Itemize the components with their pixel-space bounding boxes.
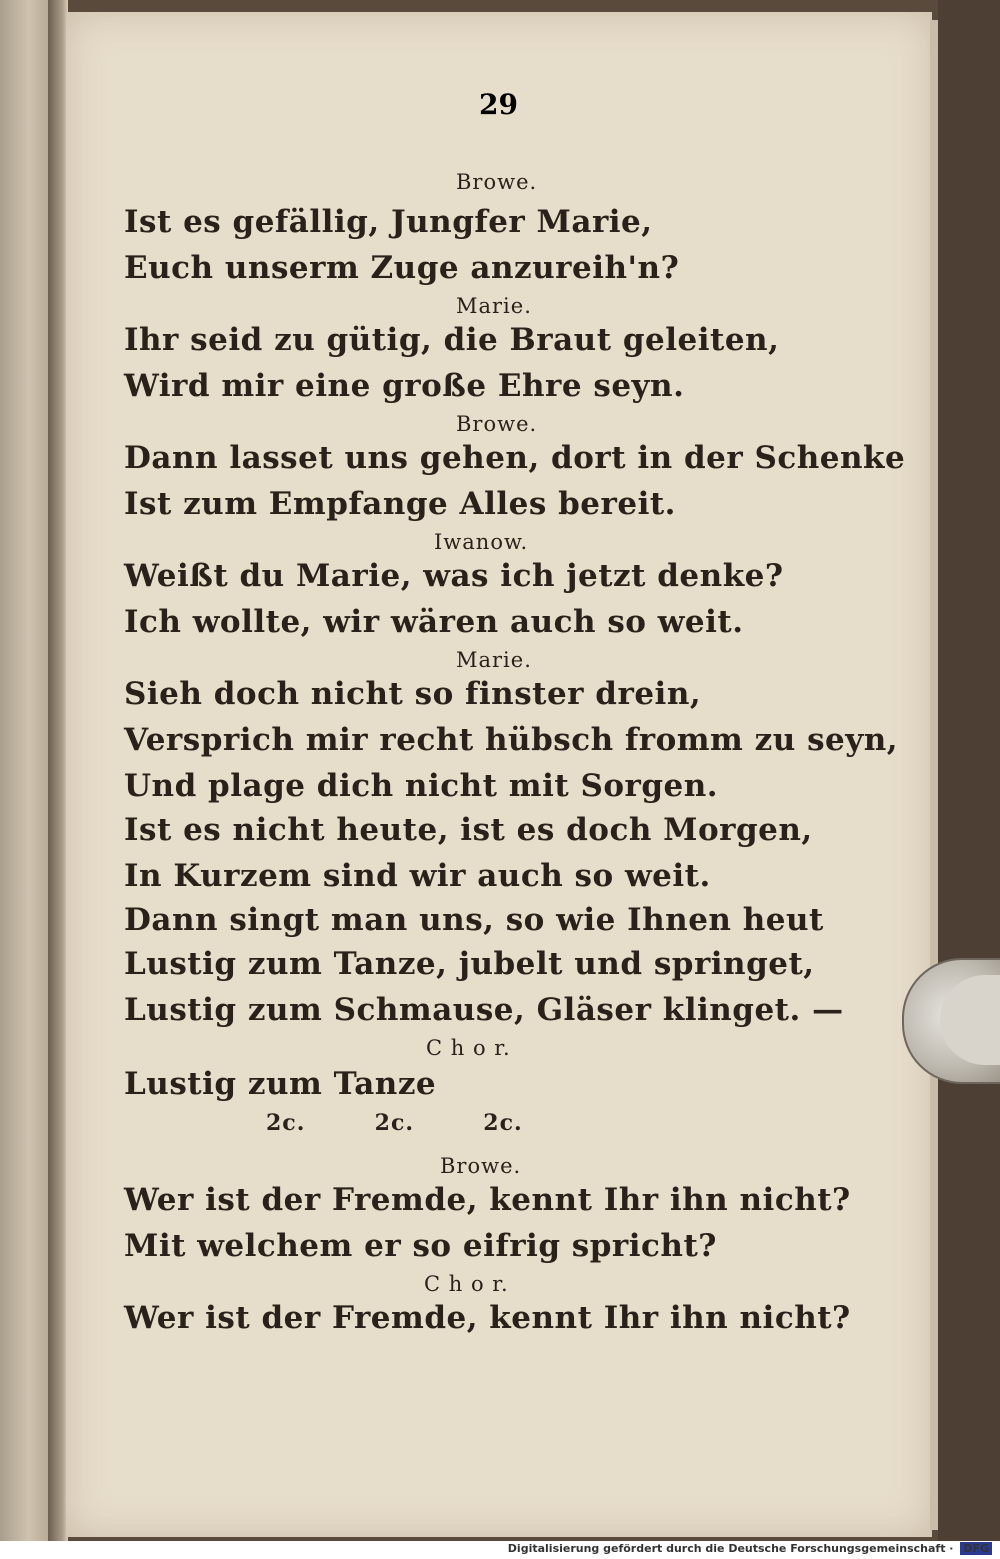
verse-line: Ihr seid zu gütig, die Braut geleiten, (124, 322, 780, 358)
speaker-name: Marie. (456, 648, 532, 672)
verse-line: Dann singt man uns, so wie Ihnen heut (124, 902, 824, 938)
verse-line: Ich wollte, wir wären auch so weit. (124, 604, 744, 640)
verse-line: Ist zum Empfange Alles bereit. (124, 486, 676, 522)
speaker-name: Iwanow. (434, 530, 529, 554)
verse-text-block (66, 12, 932, 1537)
speaker-name: Browe. (440, 1154, 522, 1178)
scanner-background (938, 0, 1000, 1541)
speaker-name: C h o r. (424, 1272, 509, 1296)
verse-line: Wird mir eine große Ehre seyn. (124, 368, 685, 404)
verse-line: Euch unserm Zuge anzureih'n? (124, 250, 680, 286)
footer-credit-wrap: Digitalisierung gefördert durch die Deutsche Forschungsgemeinschaft · DFG (508, 1542, 992, 1555)
verse-line: Wer ist der Fremde, kennt Ihr ihn nicht? (124, 1300, 851, 1336)
page-number: 29 (479, 88, 518, 121)
previous-page-edge (0, 0, 48, 1541)
verse-line: In Kurzem sind wir auch so weit. (124, 858, 711, 894)
verse-line: Und plage dich nicht mit Sorgen. (124, 768, 719, 804)
verse-line: Lustig zum Tanze, jubelt und springet, (124, 946, 815, 982)
verse-line: Lustig zum Tanze (124, 1066, 437, 1102)
digitization-footer (0, 1541, 1000, 1559)
verse-line: Sieh doch nicht so finster drein, (124, 676, 702, 712)
verse-line: Weißt du Marie, was ich jetzt denke? (124, 558, 784, 594)
speaker-name: C h o r. (426, 1036, 511, 1060)
footer-credit: Digitalisierung gefördert durch die Deutsche Forschungsgemeinschaft (507, 1542, 946, 1555)
verse-line: Ist es nicht heute, ist es doch Morgen, (124, 812, 813, 848)
verse-line: Ist es gefällig, Jungfer Marie, (124, 204, 653, 240)
dfg-logo-icon: DFG (960, 1542, 992, 1555)
verse-line: Dann lasset uns gehen, dort in der Schenke (124, 440, 906, 476)
verse-line: Lustig zum Schmause, Gläser klinget. — (124, 992, 844, 1028)
book-gutter (48, 0, 68, 1541)
verse-line: Mit welchem er so eifrig spricht? (124, 1228, 717, 1264)
page-edge-stack (930, 20, 938, 1530)
verse-line: Wer ist der Fremde, kennt Ihr ihn nicht? (124, 1182, 851, 1218)
speaker-name: Browe. (456, 412, 538, 436)
verse-line: Versprich mir recht hübsch fromm zu seyn, (124, 722, 899, 758)
book-page (66, 12, 932, 1537)
speaker-name: Marie. (456, 294, 532, 318)
speaker-name: Browe. (456, 170, 538, 194)
etcetera-marks: 2c. 2c. 2c. (266, 1110, 523, 1136)
